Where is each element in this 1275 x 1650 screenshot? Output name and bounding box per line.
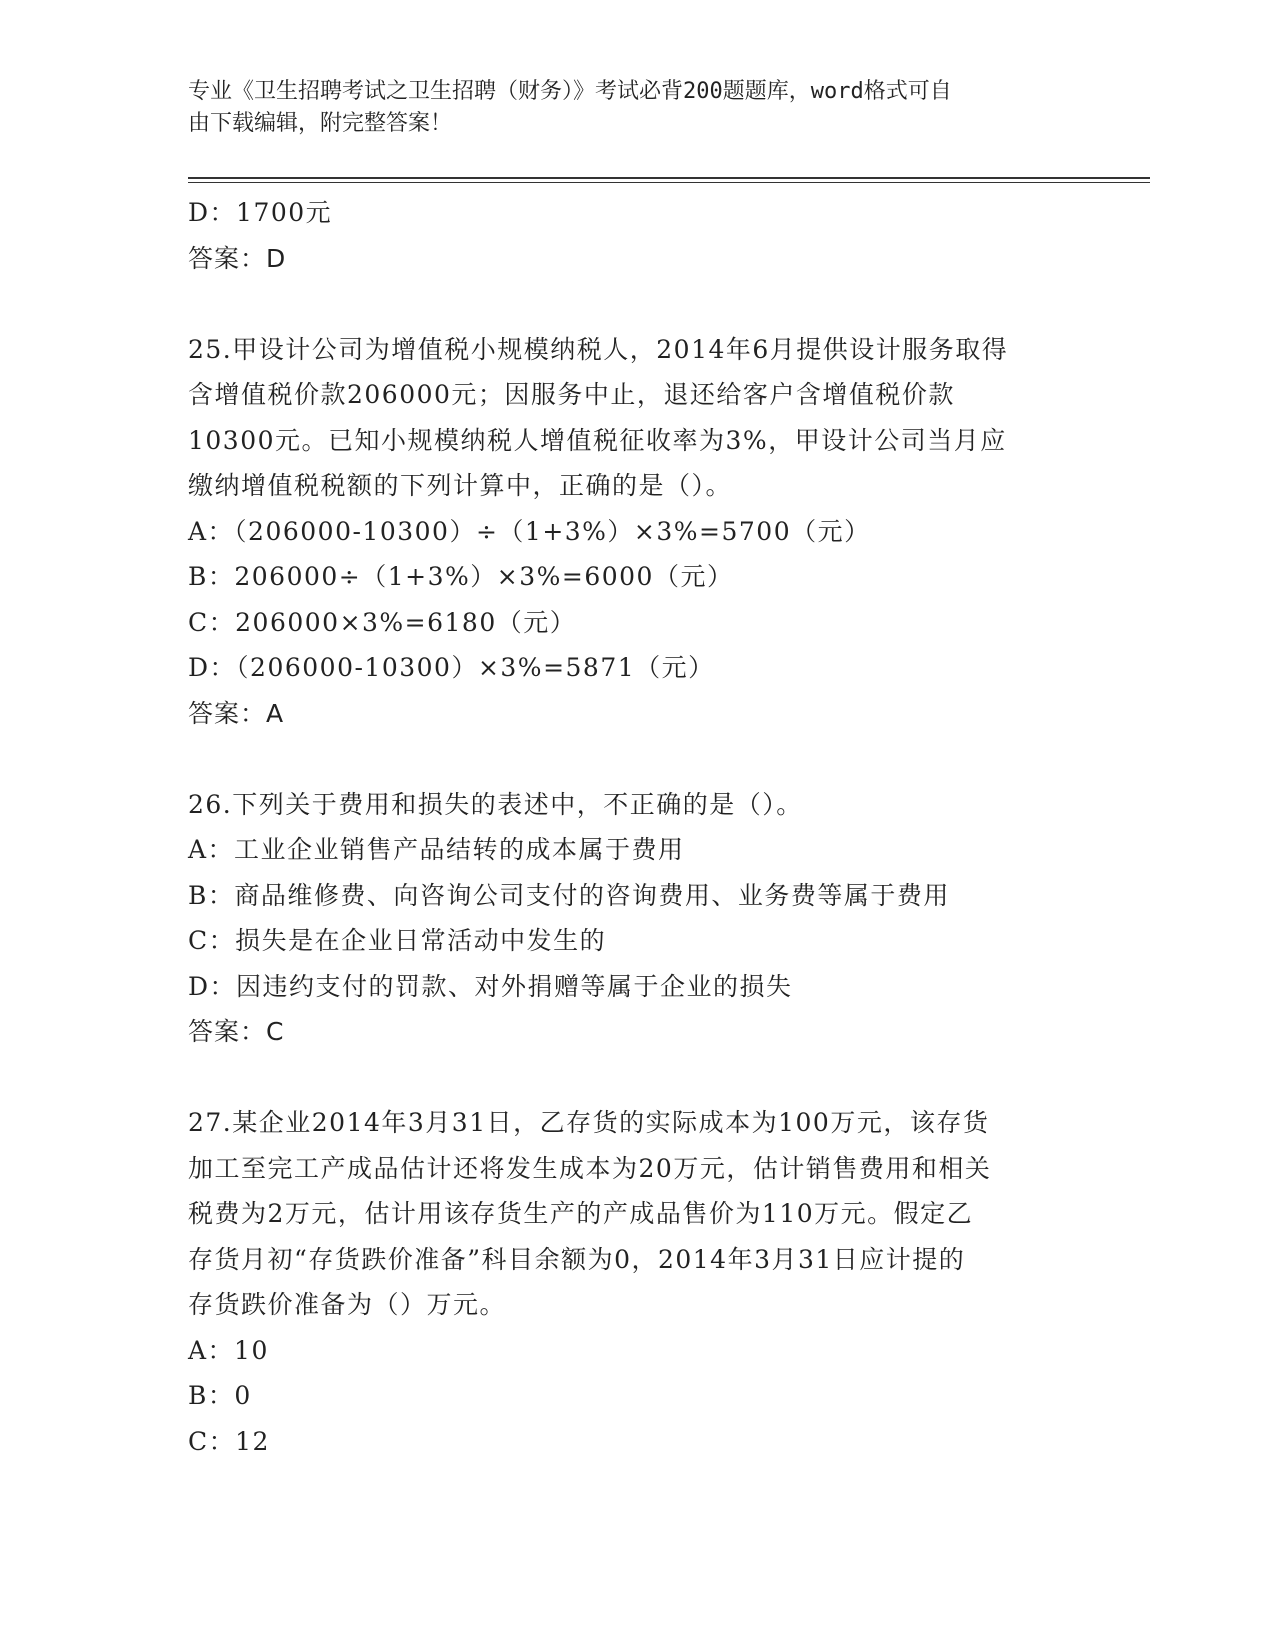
question-text: 27.某企业2014年3月31日，乙存货的实际成本为100万元，该存货 [188, 1108, 990, 1137]
option-d: D：1700元 [188, 198, 333, 227]
option-b: B：206000÷（1+3%）×3%=6000（元） [188, 562, 734, 591]
question-text: 25.甲设计公司为增值税小规模纳税人，2014年6月提供设计服务取得 [188, 334, 1009, 364]
question-text: 存货月初“存货跌价准备”科目余额为0，2014年3月31日应计提的 [188, 1244, 966, 1274]
option-c: C：206000×3%=6180（元） [188, 607, 577, 637]
option-c: C：12 [188, 1426, 270, 1456]
option-d: D：因违约支付的罚款、对外捐赠等属于企业的损失 [188, 971, 793, 1001]
option-b: B：0 [188, 1381, 252, 1410]
option-b: B：商品维修费、向咨询公司支付的咨询费用、业务费等属于费用 [188, 880, 950, 910]
header-rule-thick [188, 177, 1150, 179]
question-text: 税费为2万元，估计用该存货生产的产成品售价为110万元。假定乙 [188, 1199, 974, 1228]
question-text: 含增值税价款206000元；因服务中止，退还给客户含增值税价款 [188, 380, 955, 409]
header-line-2: 由下载编辑，附完整答案！ [188, 111, 453, 136]
question-26 [188, 782, 1088, 1055]
option-a: A：（206000-10300）÷（1+3%）×3%=5700（元） [188, 516, 871, 546]
spacer [188, 736, 1088, 782]
header-line-1: 专业《卫生招聘考试之卫生招聘（财务）》考试必背200题题库，word格式可自 [188, 79, 952, 104]
question-text: 10300元。已知小规模纳税人增值税征收率为3%，甲设计公司当月应 [188, 425, 1007, 455]
question-text: 26.下列关于费用和损失的表述中，不正确的是（）。 [188, 789, 803, 819]
question-text: 存货跌价准备为（）万元。 [188, 1290, 507, 1319]
answer: 答案：C [188, 1017, 285, 1046]
question-25 [188, 327, 1088, 737]
header-rule-thin [188, 182, 1150, 183]
option-c: C：损失是在企业日常活动中发生的 [188, 926, 607, 955]
question-text: 缴纳增值税税额的下列计算中，正确的是（）。 [188, 471, 733, 500]
spacer [188, 281, 1088, 327]
option-d: D：（206000-10300）×3%=5871（元） [188, 653, 715, 682]
question-text: 加工至完工产成品估计还将发生成本为20万元，估计销售费用和相关 [188, 1153, 992, 1183]
document-body [188, 190, 1088, 1464]
answer: 答案：A [188, 698, 285, 728]
question-27 [188, 1100, 1088, 1464]
answer: 答案：D [188, 243, 287, 273]
option-a: A：工业企业销售产品结转的成本属于费用 [188, 835, 685, 864]
option-a: A：10 [188, 1335, 269, 1365]
spacer [188, 1055, 1088, 1101]
document-header [188, 76, 1068, 140]
